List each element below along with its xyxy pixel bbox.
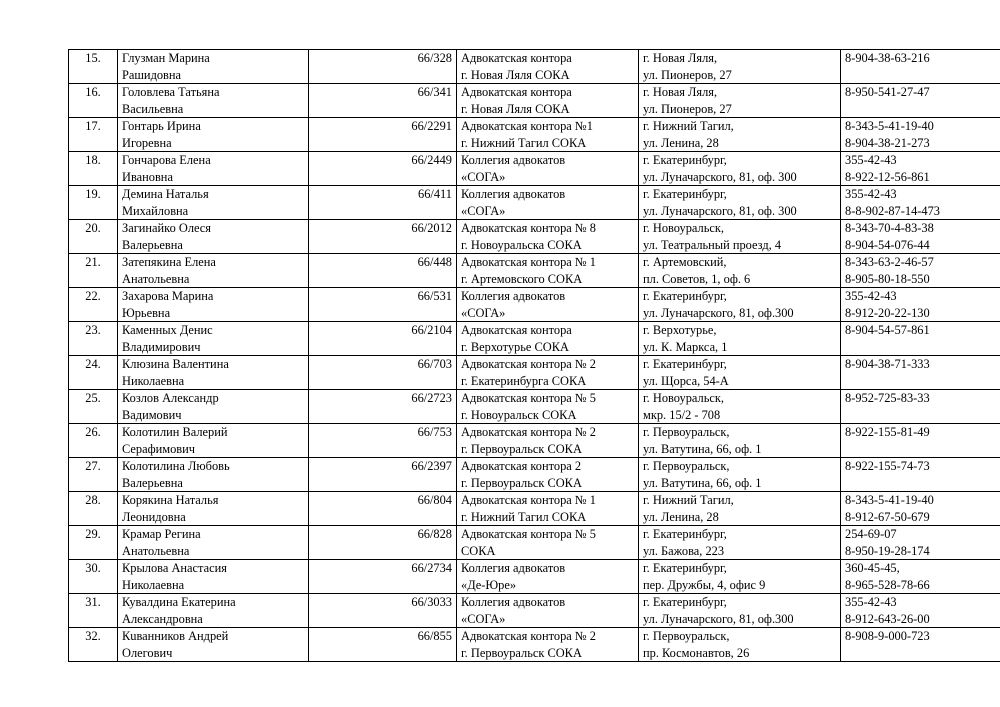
lawyer-name-line: Михайловна	[122, 203, 189, 218]
row-number: 20.	[69, 220, 118, 254]
lawyer-name-line: Гонтарь Ирина	[122, 119, 201, 133]
address-line: г. Екатеринбург,	[643, 289, 727, 303]
lawyer-name-line: Александровна	[122, 611, 203, 626]
lawyer-name-line: Корякина Наталья	[122, 493, 219, 507]
row-number: 17.	[69, 118, 118, 152]
registry-number: 66/411	[309, 186, 457, 220]
lawyer-name-line: Крылова Анастасия	[122, 561, 227, 575]
phone	[841, 526, 1000, 560]
phone	[841, 458, 1000, 492]
address-line: г. Екатеринбург,	[643, 527, 727, 541]
address-line: г. Первоуральск,	[643, 629, 730, 643]
organization	[457, 526, 639, 560]
phone-line: 8-922-155-81-49	[845, 425, 930, 439]
organization	[457, 492, 639, 526]
phone	[841, 390, 1000, 424]
lawyer-name-line: Глузман Марина	[122, 51, 210, 65]
lawyer-name	[118, 288, 309, 322]
phone-line: 360-45-45,	[845, 561, 900, 575]
organization	[457, 458, 639, 492]
address-line: г. Екатеринбург,	[643, 561, 727, 575]
table-row	[69, 288, 1000, 322]
lawyer-name	[118, 50, 309, 84]
lawyer-name	[118, 458, 309, 492]
address-line: г. Верхотурье,	[643, 323, 717, 337]
lawyer-name-line: Ивановна	[122, 169, 173, 184]
row-number: 25.	[69, 390, 118, 424]
phone	[841, 628, 1000, 662]
registry-number: 66/2397	[309, 458, 457, 492]
phone	[841, 254, 1000, 288]
row-number: 18.	[69, 152, 118, 186]
lawyer-name-line: Кuванников Андрей	[122, 629, 229, 643]
organization-line: г. Первоуральск СОКА	[461, 645, 582, 660]
phone-line: 355-42-43	[845, 595, 897, 609]
lawyer-name-line: Васильевна	[122, 101, 184, 116]
lawyer-name	[118, 152, 309, 186]
table-row	[69, 186, 1000, 220]
organization	[457, 594, 639, 628]
address	[639, 186, 841, 220]
lawyer-name-line: Николаевна	[122, 577, 185, 592]
organization-line: Адвокатская контора	[461, 51, 572, 65]
table-row	[69, 492, 1000, 526]
table-row	[69, 594, 1000, 628]
organization-line: Коллегия адвокатов	[461, 289, 566, 303]
lawyer-name-line: Демина Наталья	[122, 187, 209, 201]
organization	[457, 424, 639, 458]
row-number: 31.	[69, 594, 118, 628]
phone-line: 8-912-643-26-00	[845, 611, 930, 626]
registry-number: 66/2723	[309, 390, 457, 424]
row-number: 23.	[69, 322, 118, 356]
lawyer-name-line: Колотилина Любовь	[122, 459, 230, 473]
address-line: ул. Пионеров, 27	[643, 101, 732, 116]
organization-line: г. Новая Ляля СОКА	[461, 101, 570, 116]
table-body	[69, 50, 1000, 662]
organization-line: «СОГА»	[461, 203, 506, 218]
phone	[841, 594, 1000, 628]
address-line: г. Новая Ляля,	[643, 51, 718, 65]
organization-line: Адвокатская контора	[461, 85, 572, 99]
organization-line: СОКА	[461, 543, 496, 558]
organization-line: Адвокатская контора № 2	[461, 425, 596, 439]
address-line: г. Екатеринбург,	[643, 153, 727, 167]
address-line: ул. Луначарского, 81, оф. 300	[643, 169, 797, 184]
address-line: г. Новоуральск,	[643, 391, 724, 405]
registry-number: 66/531	[309, 288, 457, 322]
organization-line: Адвокатская контора № 8	[461, 221, 596, 235]
lawyer-name	[118, 424, 309, 458]
organization-line: г. Нижний Тагил СОКА	[461, 509, 587, 524]
row-number: 27.	[69, 458, 118, 492]
row-number: 29.	[69, 526, 118, 560]
phone-line: 8-952-725-83-33	[845, 391, 930, 405]
address-line: г. Нижний Тагил,	[643, 119, 734, 133]
address-line: г. Новая Ляля,	[643, 85, 718, 99]
lawyer-name-line: Анатольевна	[122, 543, 190, 558]
row-number: 21.	[69, 254, 118, 288]
lawyer-name-line: Леонидовна	[122, 509, 186, 524]
address	[639, 458, 841, 492]
phone-line: 8-912-67-50-679	[845, 509, 930, 524]
lawyer-name-line: Головлева Татьяна	[122, 85, 220, 99]
phone-line: 8-908-9-000-723	[845, 629, 930, 643]
lawyer-name	[118, 186, 309, 220]
organization-line: Коллегия адвокатов	[461, 561, 566, 575]
phone-line: 8-904-38-71-333	[845, 357, 930, 371]
table-row	[69, 628, 1000, 662]
organization-line: Адвокатская контора № 5	[461, 391, 596, 405]
phone	[841, 84, 1000, 118]
address	[639, 84, 841, 118]
organization-line: г. Артемовского СОКА	[461, 271, 583, 286]
lawyer-name-line: Вадимович	[122, 407, 182, 422]
address	[639, 254, 841, 288]
address-line: пл. Советов, 1, оф. 6	[643, 271, 751, 286]
table-row	[69, 152, 1000, 186]
address-line: ул. Ватутина, 66, оф. 1	[643, 441, 762, 456]
organization-line: г. Верхотурье СОКА	[461, 339, 569, 354]
address	[639, 560, 841, 594]
phone-line: 8-904-38-63-216	[845, 51, 930, 65]
address-line: г. Артемовский,	[643, 255, 727, 269]
address-line: ул. Ватутина, 66, оф. 1	[643, 475, 762, 490]
lawyer-name-line: Юрьевна	[122, 305, 171, 320]
address-line: пер. Дружбы, 4, офис 9	[643, 577, 766, 592]
lawyer-name	[118, 322, 309, 356]
organization	[457, 220, 639, 254]
phone-line: 8-343-5-41-19-40	[845, 493, 934, 507]
phone-line: 8-965-528-78-66	[845, 577, 930, 592]
address-line: г. Новоуральск,	[643, 221, 724, 235]
organization-line: Адвокатская контора № 2	[461, 357, 596, 371]
address-line: ул. Пионеров, 27	[643, 67, 732, 82]
registry-number: 66/2734	[309, 560, 457, 594]
lawyer-name-line: Гончарова Елена	[122, 153, 211, 167]
organization-line: «Де-Юре»	[461, 577, 517, 592]
phone-line: 355-42-43	[845, 289, 897, 303]
lawyer-name-line: Рашидовна	[122, 67, 182, 82]
phone-line: 8-950-541-27-47	[845, 85, 930, 99]
lawyer-name-line: Валерьевна	[122, 237, 183, 252]
lawyer-name-line: Валерьевна	[122, 475, 183, 490]
phone-line: 8-904-38-21-273	[845, 135, 930, 150]
table-row	[69, 458, 1000, 492]
table-row	[69, 424, 1000, 458]
organization-line: Адвокатская контора № 1	[461, 493, 596, 507]
lawyer-name-line: Захарова Марина	[122, 289, 214, 303]
phone	[841, 288, 1000, 322]
registry-number: 66/2012	[309, 220, 457, 254]
lawyer-name-line: Николаевна	[122, 373, 185, 388]
organization-line: Адвокатская контора	[461, 323, 572, 337]
lawyer-name	[118, 628, 309, 662]
row-number: 26.	[69, 424, 118, 458]
address	[639, 288, 841, 322]
phone-line: 254-69-07	[845, 527, 897, 541]
phone-line: 8-912-20-22-130	[845, 305, 930, 320]
registry-number: 66/328	[309, 50, 457, 84]
address-line: пр. Космонавтов, 26	[643, 645, 750, 660]
address	[639, 526, 841, 560]
registry-number: 66/3033	[309, 594, 457, 628]
organization-line: г. Екатеринбурга СОКА	[461, 373, 587, 388]
address-line: ул. Ленина, 28	[643, 135, 719, 150]
row-number: 22.	[69, 288, 118, 322]
organization	[457, 560, 639, 594]
phone-line: 8-922-155-74-73	[845, 459, 930, 473]
address-line: г. Первоуральск,	[643, 425, 730, 439]
phone-line: 355-42-43	[845, 187, 897, 201]
organization	[457, 628, 639, 662]
organization	[457, 186, 639, 220]
phone-line: 8-343-63-2-46-57	[845, 255, 934, 269]
address-line: г. Екатеринбург,	[643, 187, 727, 201]
lawyer-name	[118, 560, 309, 594]
phone-line: 8-343-70-4-83-38	[845, 221, 934, 235]
phone	[841, 118, 1000, 152]
address-line: г. Нижний Тагил,	[643, 493, 734, 507]
lawyer-name-line: Колотилин Валерий	[122, 425, 228, 439]
lawyer-name	[118, 220, 309, 254]
address	[639, 152, 841, 186]
registry-number: 66/448	[309, 254, 457, 288]
registry-number: 66/753	[309, 424, 457, 458]
lawyer-name-line: Затепякина Елена	[122, 255, 216, 269]
registry-number: 66/2104	[309, 322, 457, 356]
address-line: г. Екатеринбург,	[643, 357, 727, 371]
registry-number: 66/2449	[309, 152, 457, 186]
address-line: ул. Бажова, 223	[643, 543, 725, 558]
row-number: 28.	[69, 492, 118, 526]
row-number: 19.	[69, 186, 118, 220]
organization	[457, 152, 639, 186]
lawyer-name	[118, 356, 309, 390]
address	[639, 220, 841, 254]
lawyer-name-line: Серафимович	[122, 441, 196, 456]
lawyer-name	[118, 526, 309, 560]
address-line: ул. Театральный проезд, 4	[643, 237, 782, 252]
organization-line: Адвокатская контора 2	[461, 459, 582, 473]
row-number: 16.	[69, 84, 118, 118]
address	[639, 118, 841, 152]
lawyer-name-line: Козлов Александр	[122, 391, 219, 405]
lawyers-table	[68, 49, 1000, 662]
address	[639, 356, 841, 390]
table-row	[69, 50, 1000, 84]
phone-line: 8-922-12-56-861	[845, 169, 930, 184]
organization	[457, 390, 639, 424]
table-row	[69, 254, 1000, 288]
phone-line: 8-8-902-87-14-473	[845, 203, 940, 218]
organization-line: Адвокатская контора № 2	[461, 629, 596, 643]
phone	[841, 186, 1000, 220]
table-row	[69, 84, 1000, 118]
phone	[841, 492, 1000, 526]
organization-line: г. Первоуральск СОКА	[461, 441, 582, 456]
phone-line: 8-904-54-076-44	[845, 237, 930, 252]
address-line: ул. Луначарского, 81, оф.300	[643, 305, 794, 320]
lawyer-name-line: Загинайко Олеся	[122, 221, 212, 235]
lawyer-name-line: Олегович	[122, 645, 173, 660]
organization-line: Адвокатская контора № 1	[461, 255, 596, 269]
address-line: мкр. 15/2 - 708	[643, 407, 721, 422]
phone-line: 8-343-5-41-19-40	[845, 119, 934, 133]
organization-line: г. Новоуральска СОКА	[461, 237, 582, 252]
phone	[841, 424, 1000, 458]
table-row	[69, 220, 1000, 254]
lawyer-name-line: Клюзина Валентина	[122, 357, 229, 371]
phone-line: 8-950-19-28-174	[845, 543, 930, 558]
organization-line: Коллегия адвокатов	[461, 153, 566, 167]
lawyer-name	[118, 594, 309, 628]
registry-number: 66/341	[309, 84, 457, 118]
address-line: ул. К. Маркса, 1	[643, 339, 728, 354]
organization	[457, 50, 639, 84]
address	[639, 492, 841, 526]
organization-line: «СОГА»	[461, 305, 506, 320]
organization-line: г. Нижний Тагил СОКА	[461, 135, 587, 150]
row-number: 32.	[69, 628, 118, 662]
phone-line: 8-905-80-18-550	[845, 271, 930, 286]
organization-line: Коллегия адвокатов	[461, 595, 566, 609]
lawyer-name	[118, 254, 309, 288]
address	[639, 594, 841, 628]
lawyer-name-line: Кувалдина Екатерина	[122, 595, 236, 609]
row-number: 30.	[69, 560, 118, 594]
table-row	[69, 322, 1000, 356]
organization	[457, 84, 639, 118]
phone	[841, 152, 1000, 186]
address-line: г. Екатеринбург,	[643, 595, 727, 609]
organization-line: Коллегия адвокатов	[461, 187, 566, 201]
address-line: г. Первоуральск,	[643, 459, 730, 473]
table-row	[69, 526, 1000, 560]
registry-number: 66/703	[309, 356, 457, 390]
lawyer-name-line: Владимирович	[122, 339, 201, 354]
phone	[841, 322, 1000, 356]
phone	[841, 356, 1000, 390]
address-line: ул. Луначарского, 81, оф. 300	[643, 203, 797, 218]
address-line: ул. Ленина, 28	[643, 509, 719, 524]
table-row	[69, 390, 1000, 424]
lawyer-name	[118, 492, 309, 526]
organization	[457, 118, 639, 152]
lawyer-name	[118, 118, 309, 152]
organization-line: г. Новая Ляля СОКА	[461, 67, 570, 82]
row-number: 15.	[69, 50, 118, 84]
organization-line: г. Новоуральск СОКА	[461, 407, 577, 422]
lawyer-name	[118, 390, 309, 424]
phone-line: 8-904-54-57-861	[845, 323, 930, 337]
registry-number: 66/855	[309, 628, 457, 662]
lawyer-name-line: Игоревна	[122, 135, 172, 150]
phone	[841, 560, 1000, 594]
phone	[841, 220, 1000, 254]
address-line: ул. Щорса, 54-А	[643, 373, 729, 388]
registry-number: 66/828	[309, 526, 457, 560]
row-number: 24.	[69, 356, 118, 390]
lawyer-name-line: Крамар Регина	[122, 527, 201, 541]
table-row	[69, 118, 1000, 152]
address	[639, 390, 841, 424]
phone	[841, 50, 1000, 84]
organization	[457, 322, 639, 356]
address	[639, 50, 841, 84]
organization-line: Адвокатская контора №1	[461, 119, 593, 133]
lawyer-name-line: Каменных Денис	[122, 323, 213, 337]
lawyer-name	[118, 84, 309, 118]
organization-line: Адвокатская контора № 5	[461, 527, 596, 541]
organization	[457, 288, 639, 322]
phone-line: 355-42-43	[845, 153, 897, 167]
table-row	[69, 560, 1000, 594]
address-line: ул. Луначарского, 81, оф.300	[643, 611, 794, 626]
registry-number: 66/804	[309, 492, 457, 526]
address	[639, 322, 841, 356]
lawyer-name-line: Анатольевна	[122, 271, 190, 286]
registry-number: 66/2291	[309, 118, 457, 152]
organization-line: г. Первоуральск СОКА	[461, 475, 582, 490]
address	[639, 628, 841, 662]
organization	[457, 254, 639, 288]
organization-line: «СОГА»	[461, 611, 506, 626]
address	[639, 424, 841, 458]
organization-line: «СОГА»	[461, 169, 506, 184]
organization	[457, 356, 639, 390]
table-row	[69, 356, 1000, 390]
